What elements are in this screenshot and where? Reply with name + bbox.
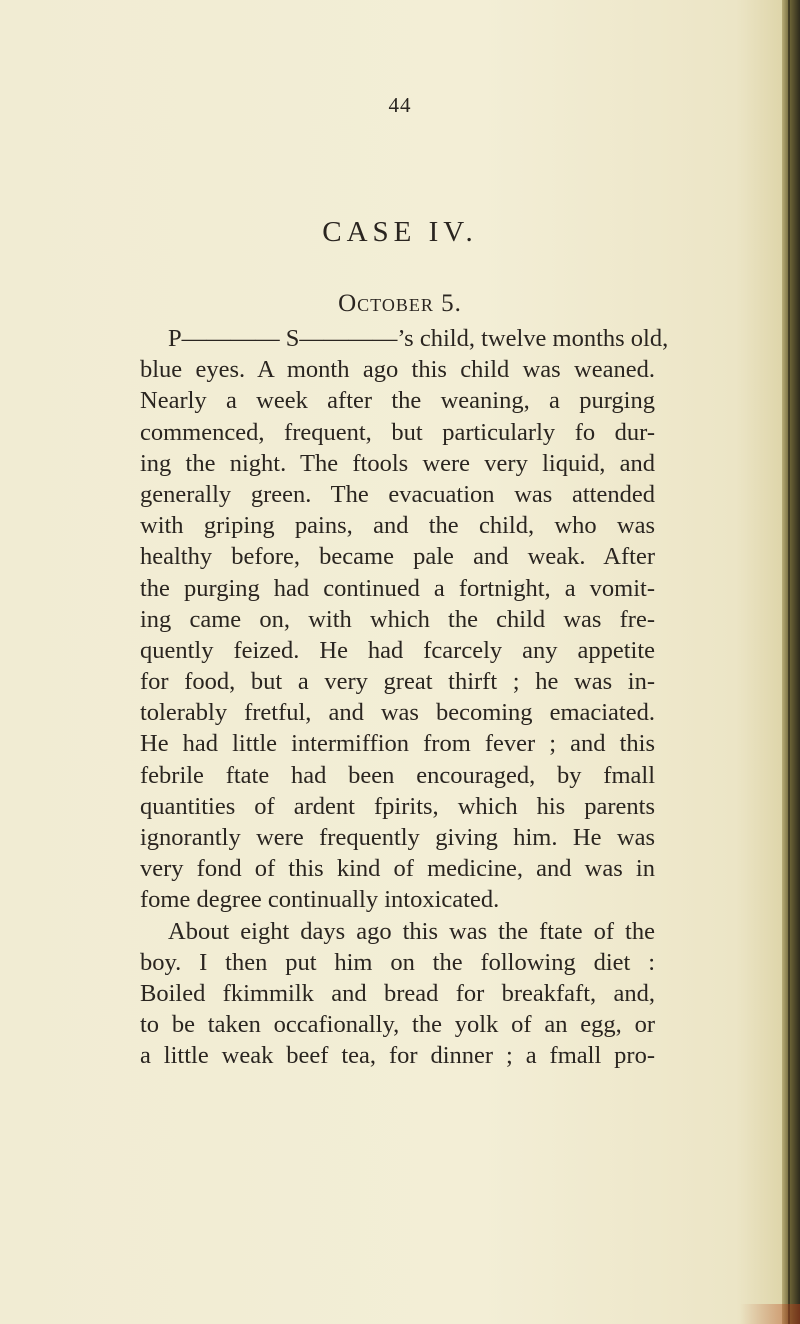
text-line: for food, but a very great thirft ; he was in- [140,668,655,696]
text-line: boy. I then put him on the following diet : [140,948,655,976]
page-edge-line [788,0,790,1324]
page-number: 44 [388,93,412,117]
page-corner-shade [740,1304,800,1324]
text-line: to be taken occafionally, the yolk of an egg, or [140,1011,655,1039]
text-line: tolerably fretful, and was becoming emaciated. [140,699,655,727]
text-line: a little weak beef tea, for dinner ; a fmall pro- [140,1042,655,1070]
case-title: CASE IV. [322,216,478,248]
text-line: febrile ftate had been encouraged, by fmall [140,761,655,789]
text-line: with griping pains, and the child, who was [140,512,655,540]
text-line: He had little intermiffion from fever ; and this [140,730,655,758]
text-line: commenced, frequent, but particularly fo dur- [140,418,655,446]
text-line: Nearly a week after the weaning, a purging [140,387,655,415]
text-line: quently feized. He had fcarcely any appetite [140,636,655,664]
text-line: fome degree continually intoxicated. [140,886,500,914]
text-line: P———— S————’s child, twelve months old, [168,325,669,352]
text-line: quantities of ardent fpirits, which his parents [140,792,655,820]
text-line: generally green. The evacuation was attended [140,480,655,508]
text-line: very fond of this kind of medicine, and was in [140,855,655,883]
text-line: ing came on, with which the child was fre- [140,605,655,633]
text-line: the purging had continued a fortnight, a vomit- [140,574,655,602]
text-line: ing the night. The ftools were very liquid, and [140,449,655,477]
text-line: healthy before, became pale and weak. After [140,543,655,571]
body-text [140,323,669,1072]
text-line: blue eyes. A month ago this child was weaned. [140,356,655,384]
text-line: Boiled fkimmilk and bread for breakfaft, and, [140,979,655,1007]
text-line: ignorantly were frequently giving him. He was [140,824,655,851]
text-line: About eight days ago this was the ftate of the [168,917,655,945]
page-edge-shadow [782,0,800,1324]
date-heading: October 5. [338,290,462,317]
